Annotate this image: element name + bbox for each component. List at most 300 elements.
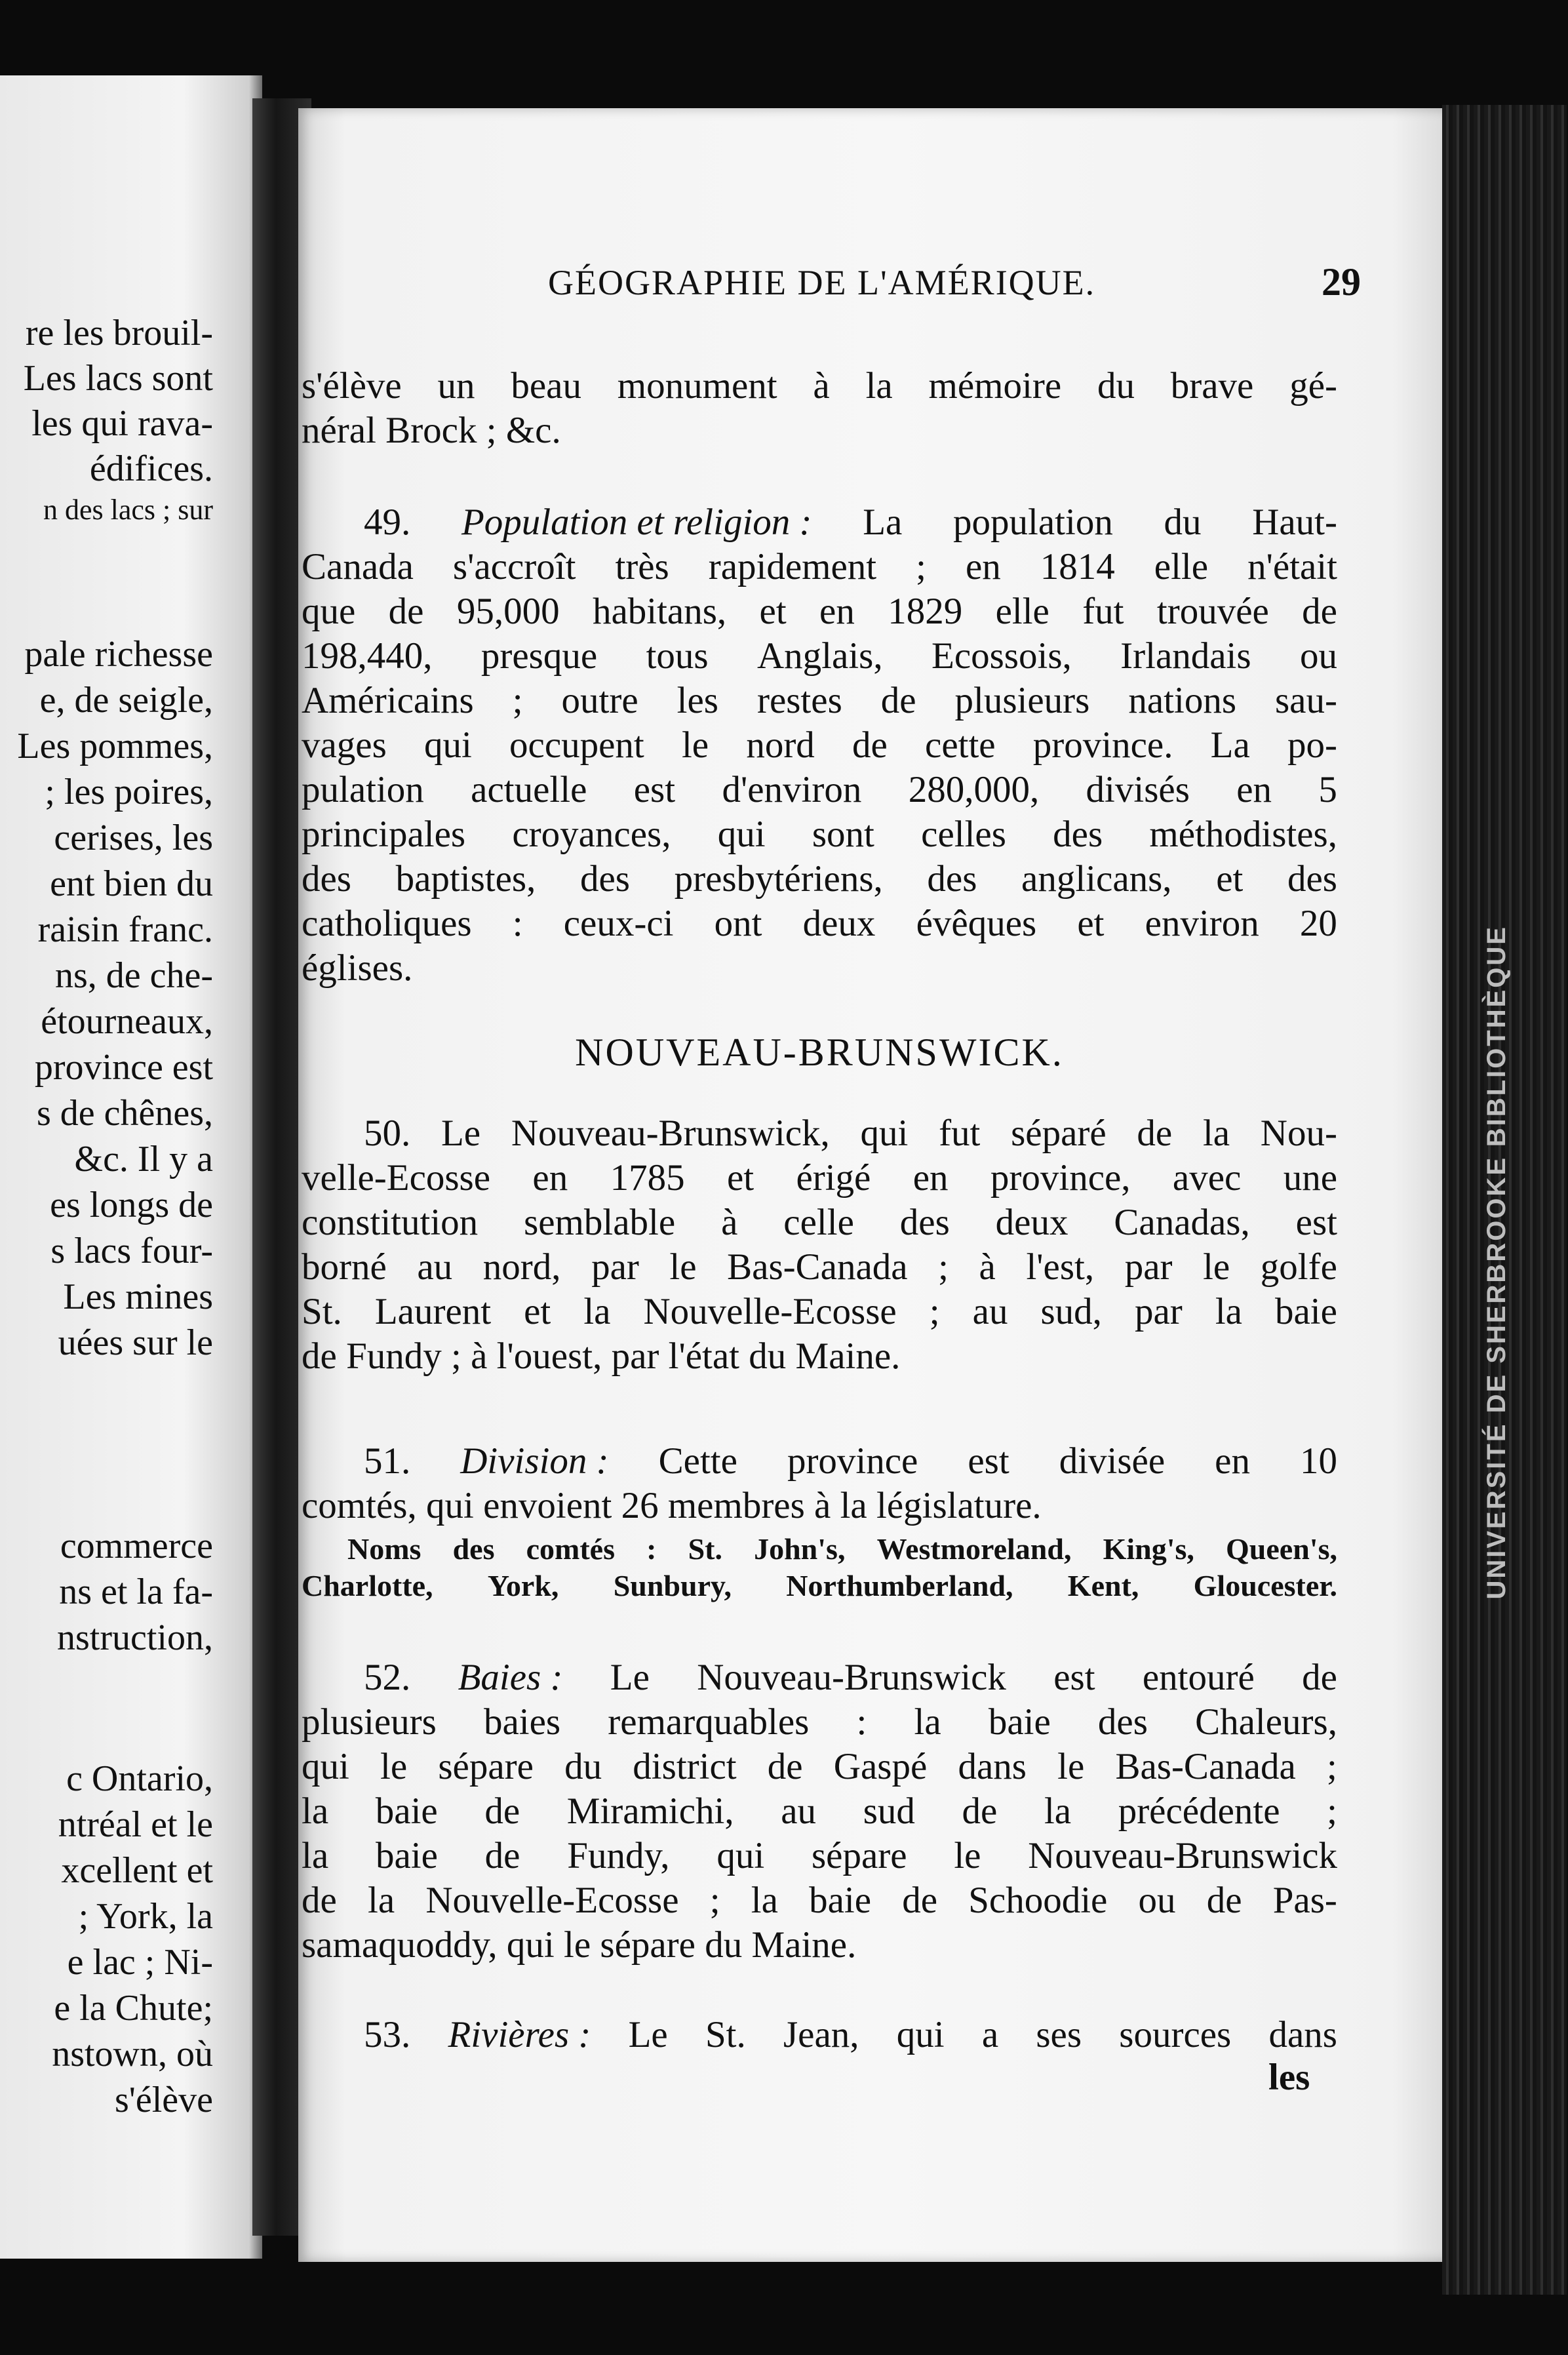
word: en (1236, 769, 1272, 810)
word: Canadas, (1114, 1202, 1250, 1243)
left-page-line: édifices. (89, 448, 213, 489)
word: baie (988, 1701, 1051, 1743)
stamp-line-university: UNIVERSITÉ DE SHERBROOKE (1481, 1155, 1511, 1600)
word: Noms (347, 1532, 421, 1566)
paragraph-title: Baies : (458, 1657, 563, 1698)
running-title: GÉOGRAPHIE DE L'AMÉRIQUE. (548, 263, 1096, 302)
paragraph-line (302, 1293, 1337, 1330)
left-page-line: ent bien du (50, 863, 213, 904)
word: Fundy (346, 1336, 442, 1377)
word: d'environ (722, 769, 862, 810)
paragraph-line (302, 949, 1337, 987)
word: la (1044, 1791, 1072, 1832)
word: que (302, 591, 356, 632)
left-page-line: raisin franc. (37, 909, 213, 950)
word: ; (1327, 1791, 1337, 1832)
word: Américains (302, 680, 474, 721)
word: Cette (658, 1440, 737, 1482)
paragraph-line (302, 860, 1337, 898)
page-number: 29 (1322, 260, 1361, 304)
word: Gloucester. (1193, 1569, 1337, 1602)
word: 26 (621, 1485, 659, 1526)
word: de (1206, 1880, 1242, 1921)
word: croyances, (512, 814, 671, 855)
word: actuelle (471, 769, 587, 810)
word: 1829 (888, 591, 963, 632)
word: par (1134, 1291, 1183, 1332)
word: plusieurs (302, 1701, 437, 1743)
word: 1814 (1040, 546, 1115, 587)
word: des (1053, 814, 1103, 855)
paragraph-line (364, 1442, 1337, 1480)
word: au (972, 1291, 1008, 1332)
word: baie (375, 1791, 438, 1832)
word: rapidement (708, 546, 877, 587)
left-page-line: nstown, où (52, 2034, 213, 2074)
left-page-line: re les brouil- (25, 313, 213, 353)
word: comtés, (302, 1485, 417, 1526)
word: remarquables (608, 1701, 810, 1743)
word: l'ouest, (496, 1336, 602, 1377)
paragraph-line (302, 548, 1337, 585)
word: qui (716, 1835, 765, 1876)
word: Chaleurs, (1195, 1701, 1337, 1743)
paragraph-line (302, 682, 1337, 719)
left-page-line: uées sur le (58, 1322, 213, 1363)
word: baptistes, (395, 858, 536, 900)
word: deux (995, 1202, 1068, 1243)
word: celles (921, 814, 1006, 855)
word: Schoodie (968, 1880, 1108, 1921)
paragraph-line (302, 726, 1337, 764)
word: par (1124, 1246, 1173, 1288)
word: Canada (302, 546, 414, 587)
word: ; (938, 1246, 949, 1288)
word: ; (929, 1291, 940, 1332)
word: &c. (505, 410, 561, 451)
left-page-line: s'élève (114, 2080, 213, 2120)
left-page-line: étourneaux, (41, 1001, 213, 1042)
left-page-line: n des lacs ; sur (43, 494, 213, 526)
left-page-line: cerises, les (54, 818, 213, 858)
word: de (484, 1835, 520, 1876)
word: des (1287, 858, 1337, 900)
paragraph-title: Rivières : (448, 2014, 591, 2055)
word: nations (1128, 680, 1236, 721)
word: des (927, 858, 977, 900)
word: qui (860, 1113, 909, 1154)
word: occupent (509, 724, 644, 766)
word: principales (302, 814, 466, 855)
word: St. (688, 1532, 722, 1566)
word: en (1215, 1440, 1250, 1482)
word: : (512, 903, 523, 944)
word: au (417, 1246, 453, 1288)
word: Ecossois, (931, 635, 1072, 677)
word: nord, (482, 1246, 561, 1288)
word: de (767, 1746, 803, 1787)
word: sources (1119, 2014, 1232, 2055)
word: de (962, 1791, 998, 1832)
word: Kent, (1067, 1569, 1139, 1602)
word: semblable (524, 1202, 676, 1243)
word: qui (425, 1485, 474, 1526)
word: de (880, 680, 916, 721)
word: district (633, 1746, 737, 1787)
word: population (953, 502, 1113, 543)
word: qui (302, 1746, 349, 1787)
word: divisés (1086, 769, 1190, 810)
word: érigé (796, 1157, 871, 1198)
paragraph-line (364, 504, 1337, 541)
section-heading: NOUVEAU-BRUNSWICK. (575, 1031, 1064, 1074)
word: Bas-Canada (727, 1246, 908, 1288)
paragraph-line (302, 412, 1337, 449)
word: qui (506, 1924, 555, 1966)
word: de (1302, 591, 1337, 632)
left-page-line: province est (34, 1047, 213, 1088)
word: : (856, 1701, 867, 1743)
word: membres (667, 1485, 805, 1526)
word: Haut- (1252, 502, 1337, 543)
word: habitans, (592, 591, 727, 632)
word: la (840, 1485, 867, 1526)
word: Le (441, 1113, 481, 1154)
word: Brock (385, 410, 477, 451)
left-page-line: ns et la fa- (59, 1572, 213, 1612)
word: ou (1138, 1880, 1176, 1921)
word: l'état (668, 1336, 740, 1377)
word: la (1202, 1113, 1230, 1154)
word: un (437, 365, 475, 406)
word: samaquoddy, (302, 1924, 498, 1966)
word: divisée (1059, 1440, 1166, 1482)
word: province (787, 1440, 918, 1482)
word: constitution (302, 1202, 479, 1243)
word: Northumberland, (786, 1569, 1013, 1602)
word: baie (1275, 1291, 1337, 1332)
word: baie (809, 1880, 872, 1921)
word: sud (863, 1791, 915, 1832)
word: 5 (1318, 769, 1337, 810)
word: Irlandais (1120, 635, 1251, 677)
word: 280,000, (908, 769, 1040, 810)
paragraph-line (364, 1659, 1337, 1696)
word: presque (480, 635, 598, 677)
word: avec (1172, 1157, 1242, 1198)
word: St. (705, 2014, 746, 2055)
paragraph-number: 52. (364, 1657, 411, 1698)
paragraph-line (302, 1337, 1337, 1375)
word: Maine. (795, 1336, 901, 1377)
word: de (388, 591, 424, 632)
paragraph-line (302, 1204, 1337, 1241)
paragraph-line (302, 593, 1337, 630)
word: Fundy, (567, 1835, 670, 1876)
stamp-line-library: BIBLIOTHÈQUE (1481, 924, 1511, 1147)
paragraph-line (302, 1248, 1337, 1286)
word: le (681, 724, 709, 766)
paragraph-line (302, 1159, 1337, 1197)
word: est (1053, 1657, 1095, 1698)
word: ; (451, 1336, 461, 1377)
left-page-line: Les mines (63, 1276, 213, 1317)
word: ; (916, 546, 926, 587)
word: brave (1170, 365, 1254, 406)
left-page-line: ; les poires, (45, 772, 213, 812)
word: n'était (1247, 546, 1337, 587)
word: et (759, 591, 787, 632)
word: celle (783, 1202, 854, 1243)
paragraph-line (302, 1487, 1337, 1524)
word: Westmoreland, (876, 1532, 1072, 1566)
paragraph-line (302, 1837, 1337, 1874)
word: des (452, 1532, 495, 1566)
paragraph-line (302, 816, 1337, 853)
word: à (814, 1485, 831, 1526)
word: sud, (1040, 1291, 1102, 1332)
word: province. (1032, 724, 1173, 766)
paragraph-line (302, 771, 1337, 808)
word: cette (925, 724, 996, 766)
word: qui (717, 814, 766, 855)
word: sépare (600, 1924, 696, 1966)
word: la (583, 1291, 611, 1332)
word: 95,000 (456, 591, 560, 632)
word: est (1295, 1202, 1337, 1243)
word: des (1097, 1701, 1148, 1743)
word: du (705, 1924, 743, 1966)
paragraph-line (302, 905, 1337, 942)
word: en (965, 546, 1001, 587)
paragraph-line (302, 1748, 1337, 1785)
word: ; (709, 1880, 720, 1921)
word: ceux-ci (563, 903, 674, 944)
paragraph-line (302, 1703, 1337, 1741)
word: elle (995, 591, 1049, 632)
left-page-line: &c. Il y a (74, 1139, 213, 1179)
word: baies (484, 1701, 561, 1743)
left-page-line: e, de seigle, (39, 680, 213, 721)
word: l'est, (1026, 1246, 1095, 1288)
word: velle-Ecosse (302, 1157, 491, 1198)
word: des (899, 1202, 950, 1243)
word: précédente (1118, 1791, 1280, 1832)
word: Pas- (1272, 1880, 1337, 1921)
word: : (646, 1532, 657, 1566)
word: Laurent (374, 1291, 492, 1332)
left-page-line: Les pommes, (17, 726, 213, 766)
word: ont (714, 903, 762, 944)
word: province, (990, 1157, 1131, 1198)
paragraph-number: 53. (364, 2014, 411, 2055)
word: elle (1154, 546, 1209, 587)
word: restes (756, 680, 842, 721)
word: le (1203, 1246, 1230, 1288)
word: le (564, 1924, 591, 1966)
left-page-line: ; York, la (78, 1896, 213, 1937)
left-page-line: s de chênes, (36, 1093, 213, 1134)
paragraph-title: Population et religion : (461, 502, 812, 543)
word: le (954, 1835, 981, 1876)
word: à (813, 365, 830, 406)
word: la (751, 1880, 778, 1921)
word: borné (302, 1246, 387, 1288)
word: et (726, 1157, 755, 1198)
word: le (380, 1746, 408, 1787)
word: en (912, 1157, 949, 1198)
word: s'élève (302, 365, 402, 406)
paragraph-line (364, 2016, 1337, 2053)
word: de (302, 1880, 337, 1921)
word: Nouveau-Brunswick (1028, 1835, 1337, 1876)
word: évêques (916, 903, 1037, 944)
county-list-line (302, 1571, 1337, 1601)
word: a (981, 2014, 999, 2055)
paragraph-line (364, 1115, 1337, 1152)
word: Bas-Canada (1115, 1746, 1296, 1787)
word: à (721, 1202, 738, 1243)
word: gé- (1289, 365, 1337, 406)
word: de (1137, 1113, 1173, 1154)
word: des (580, 858, 630, 900)
word: des (302, 858, 351, 900)
word: Nouvelle-Ecosse (643, 1291, 897, 1332)
word: Maine. (751, 1924, 857, 1966)
word: le (1057, 1746, 1085, 1787)
word: 20 (1299, 903, 1337, 944)
word: en (532, 1157, 568, 1198)
word: la (302, 1791, 329, 1832)
paragraph-line (302, 1926, 1337, 1964)
left-page-line: es longs de (50, 1185, 213, 1225)
word: environ (1145, 903, 1259, 944)
left-page-line: xcellent et (61, 1850, 213, 1891)
word: mémoire (928, 365, 1062, 406)
word: sépare (811, 1835, 907, 1876)
word: John's, (754, 1532, 846, 1566)
word: est (968, 1440, 1009, 1482)
word: golfe (1260, 1246, 1337, 1288)
word: sépare (438, 1746, 534, 1787)
word: la (865, 365, 893, 406)
word: une (1283, 1157, 1337, 1198)
word: ses (1036, 2014, 1082, 2055)
word: par (611, 1336, 659, 1377)
word: qui (423, 724, 472, 766)
word: de (484, 1791, 520, 1832)
word: fut (939, 1113, 981, 1154)
word: ; (512, 680, 523, 721)
word: plusieurs (954, 680, 1090, 721)
left-page-line: ntréal et le (58, 1804, 213, 1845)
word: néral (302, 410, 376, 451)
word: du (1164, 502, 1202, 543)
word: de (902, 1880, 938, 1921)
left-page-line: c Ontario, (66, 1758, 213, 1799)
word: pulation (302, 769, 424, 810)
word: Miramichi, (566, 1791, 734, 1832)
word: La (1210, 724, 1250, 766)
word: qui (896, 2014, 945, 2055)
word: méthodistes, (1149, 814, 1337, 855)
word: Nouveau-Brunswick, (511, 1113, 830, 1154)
left-page-line: les qui rava- (31, 403, 213, 444)
word: églises. (302, 947, 413, 989)
paragraph-line (302, 367, 1337, 405)
word: baie (375, 1835, 438, 1876)
word: Le (610, 1657, 650, 1698)
word: entouré (1142, 1657, 1255, 1698)
catchword: les (1268, 2057, 1310, 2098)
word: Le (628, 2014, 668, 2055)
word: Nouveau-Brunswick (697, 1657, 1006, 1698)
word: ou (1299, 635, 1337, 677)
left-page-line: ns, de che- (54, 955, 213, 996)
county-list-line (347, 1534, 1337, 1564)
word: ; (1327, 1746, 1337, 1787)
word: par (591, 1246, 639, 1288)
word: le (669, 1246, 697, 1288)
paragraph-number: 50. (364, 1113, 411, 1154)
word: de (852, 724, 888, 766)
word: tous (646, 635, 709, 677)
word: Jean, (783, 2014, 859, 2055)
paragraph-title: Division : (460, 1440, 609, 1482)
word: et (524, 1291, 551, 1332)
word: 1785 (610, 1157, 685, 1198)
word: la (368, 1880, 395, 1921)
word: est (633, 769, 676, 810)
word: dans (958, 1746, 1027, 1787)
word: à (979, 1246, 996, 1288)
word: la (302, 1835, 329, 1876)
word: à (471, 1336, 488, 1377)
word: St. (302, 1291, 342, 1332)
word: deux (802, 903, 876, 944)
word: dans (1268, 2014, 1337, 2055)
word: Gaspé (833, 1746, 928, 1787)
word: la (914, 1701, 941, 1743)
left-page-line: commerce (60, 1526, 213, 1566)
word: vages (302, 724, 387, 766)
word: Anglais, (757, 635, 883, 677)
left-page-line: Les lacs sont (23, 358, 213, 399)
word: Nouvelle-Ecosse (425, 1880, 679, 1921)
word: sau- (1274, 680, 1337, 721)
word: s'accroît (452, 546, 576, 587)
word: York, (487, 1569, 559, 1602)
word: au (781, 1791, 817, 1832)
word: en (819, 591, 855, 632)
word: 10 (1299, 1440, 1337, 1482)
paragraph-line (302, 637, 1337, 675)
word: po- (1287, 724, 1337, 766)
left-page-line: s lacs four- (50, 1231, 213, 1271)
word: trouvée (1156, 591, 1269, 632)
word: monument (617, 365, 777, 406)
paragraph-number: 49. (364, 502, 411, 543)
word: du (749, 1336, 787, 1377)
left-page-line: e la Chute; (54, 1988, 213, 2028)
word: très (615, 546, 669, 587)
left-page-line: nstruction, (57, 1617, 213, 1658)
word: comtés (526, 1532, 615, 1566)
word: King's, (1103, 1532, 1194, 1566)
word: anglicans, (1021, 858, 1172, 900)
left-page-line: e lac ; Ni- (67, 1942, 213, 1983)
word: beau (511, 365, 581, 406)
